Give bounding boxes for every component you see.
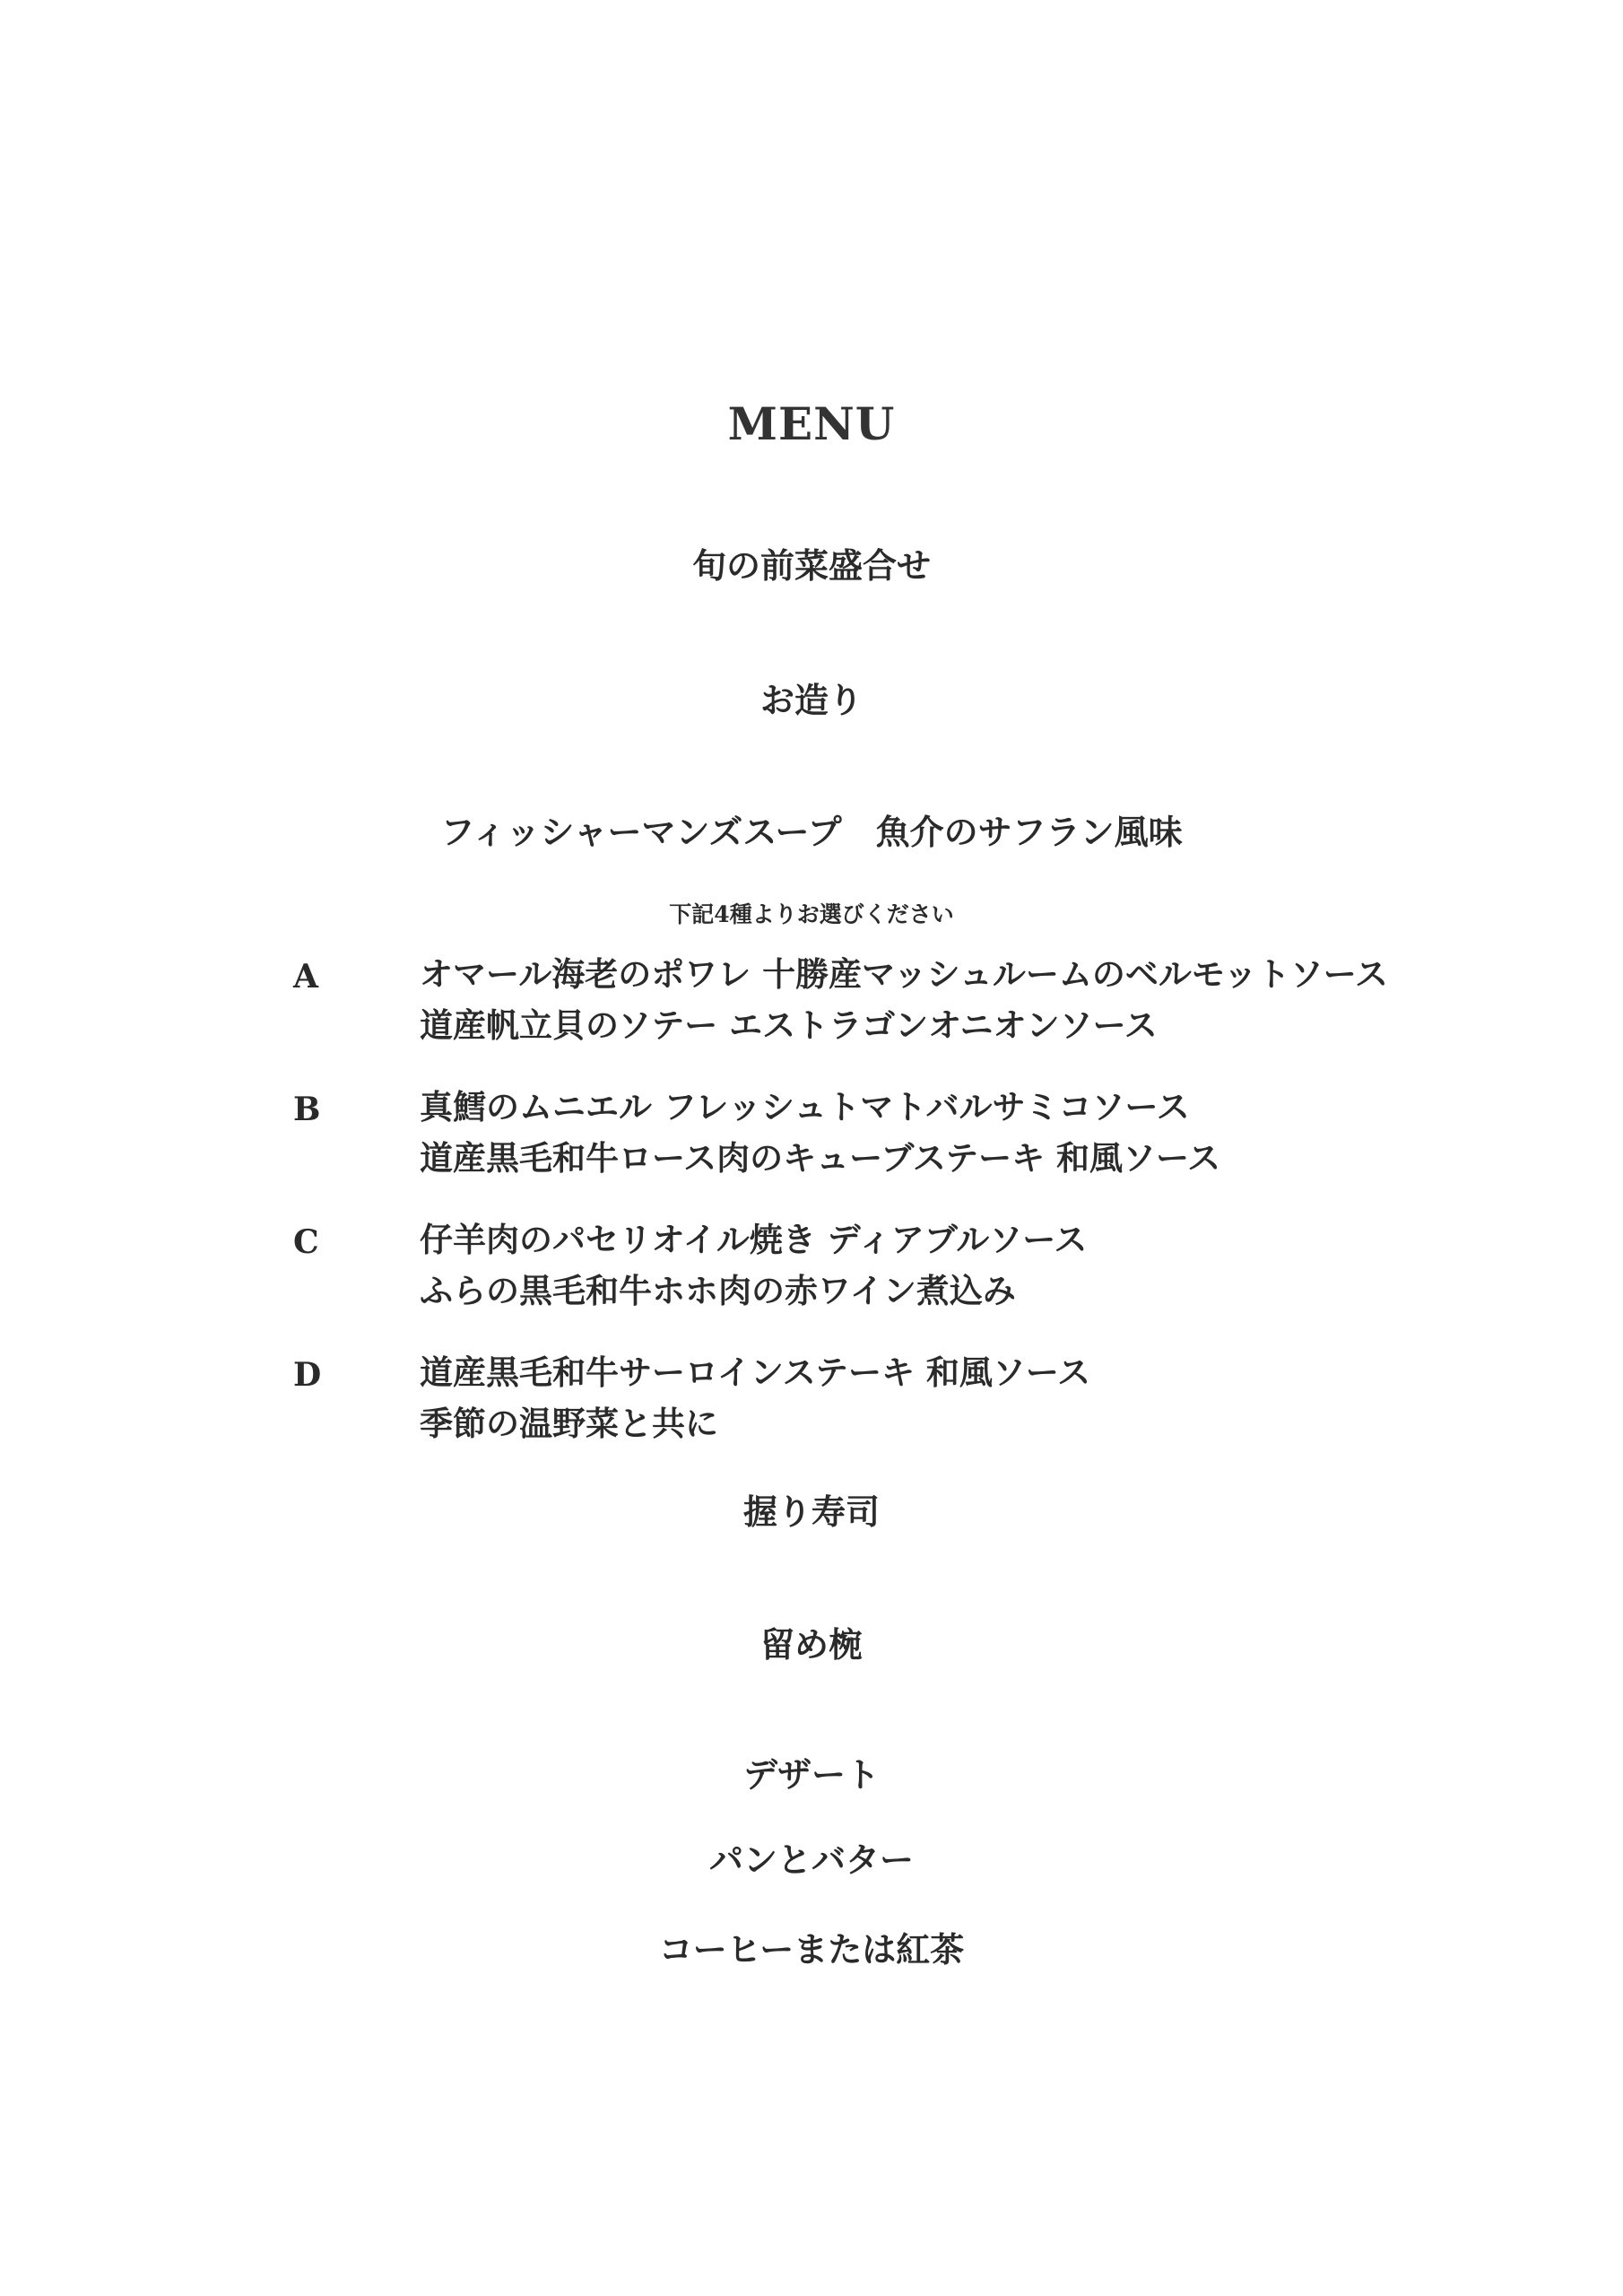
course-soup-bowl: 留め椀	[759, 1624, 863, 1665]
option-c-dishes	[420, 1214, 1087, 1317]
course-sushi: 握り寿司	[742, 1492, 880, 1532]
option-c-line-1: 仔羊肉のパセリオイル焼き ディアブルソース	[420, 1220, 1088, 1259]
option-c-line-2: ふらの黒毛和牛ホホ肉の赤ワイン煮込み	[420, 1271, 1016, 1310]
course-drink: コーヒーまたは紅茶	[658, 1929, 965, 1970]
course-dessert: デザート	[742, 1754, 880, 1795]
option-b-line-2: 道産黒毛和牛ロース肉のキューブステーキ 和風ソース	[420, 1138, 1221, 1178]
option-a-letter: A	[293, 958, 318, 996]
option-a-line-2: 道産帆立貝のソテー エストラゴンオニオンソース	[420, 1005, 1158, 1045]
course-soup: フィッシャーマンズスープ 魚介のサフラン風味	[440, 812, 1183, 852]
option-d-dishes	[420, 1347, 1090, 1449]
course-sashimi: お造り	[759, 680, 863, 720]
option-c-letter: C	[293, 1223, 319, 1261]
course-appetizer: 旬の前菜盛合せ	[691, 545, 931, 586]
option-a-dishes	[420, 949, 1388, 1051]
choice-note: 下記4種よりお選びください	[669, 901, 954, 927]
course-bread: パンとバター	[708, 1839, 914, 1880]
option-d-line-2: 季節の温野菜と共に	[420, 1404, 718, 1443]
option-b-line-1: 真鱈のムニエル フレッシュトマトバルサミコソース	[420, 1087, 1190, 1126]
option-b-letter: B	[293, 1091, 321, 1128]
option-a-line-1: オマール海老のポワレ 十勝産マッシュルームのベルモットソース	[420, 954, 1388, 994]
option-d-line-1: 道産黒毛和牛サーロインステーキ 和風ソース	[420, 1352, 1091, 1392]
option-b-dishes	[420, 1082, 1220, 1184]
menu-title: MENU	[727, 397, 896, 450]
option-d-letter: D	[293, 1356, 322, 1394]
